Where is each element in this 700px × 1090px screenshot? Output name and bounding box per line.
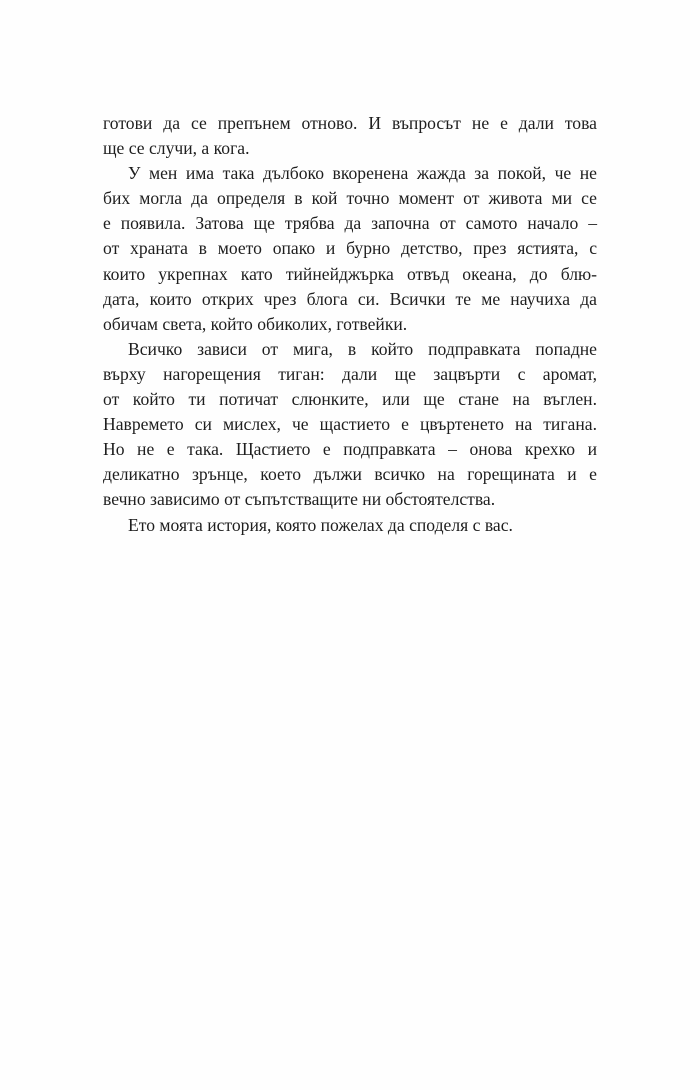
text-line: които укрепнах като тийнейджърка отвъд океана, до блю- xyxy=(103,263,597,284)
body-text xyxy=(103,111,597,538)
text-line: от който ти потичат слюнките, или ще стане на въглен. xyxy=(103,389,597,410)
text-line: Но не е така. Щастието е подправката – онова крехко и xyxy=(103,439,597,460)
text-line: деликатно зрънце, което дължи всичко на горещината и е xyxy=(103,464,597,485)
text-line: върху нагорещения тиган: дали ще зацвърти с аромат, xyxy=(103,363,597,384)
text-line: е появила. Затова ще трябва да започна от самото начало – xyxy=(103,213,597,234)
text-line: готови да се препънем отново. И въпросът не е дали това xyxy=(103,113,597,133)
text-line: вечно зависимо от съпътстващите ни обстоятелства. xyxy=(103,489,496,510)
text-line: Ето моята история, която пожелах да споделя с вас. xyxy=(128,514,513,535)
text-line: обичам света, който обиколих, готвейки. xyxy=(103,313,408,334)
text-line: дата, които открих чрез блога си. Всички те ме научиха да xyxy=(103,288,597,309)
text-line: бих могла да определя в кой точно момент от живота ми се xyxy=(103,188,597,209)
text-line: Всичко зависи от мига, в който подправката попадне xyxy=(128,338,597,359)
text-line: от храната в моето опако и бурно детство, през ястията, с xyxy=(103,238,597,259)
text-line: Навремето си мислех, че щастието е цвъртенето на тигана. xyxy=(103,414,597,435)
text-line: У мен има така дълбоко вкоренена жажда за покой, че не xyxy=(128,163,597,184)
text-line: ще се случи, а кога. xyxy=(103,138,250,159)
